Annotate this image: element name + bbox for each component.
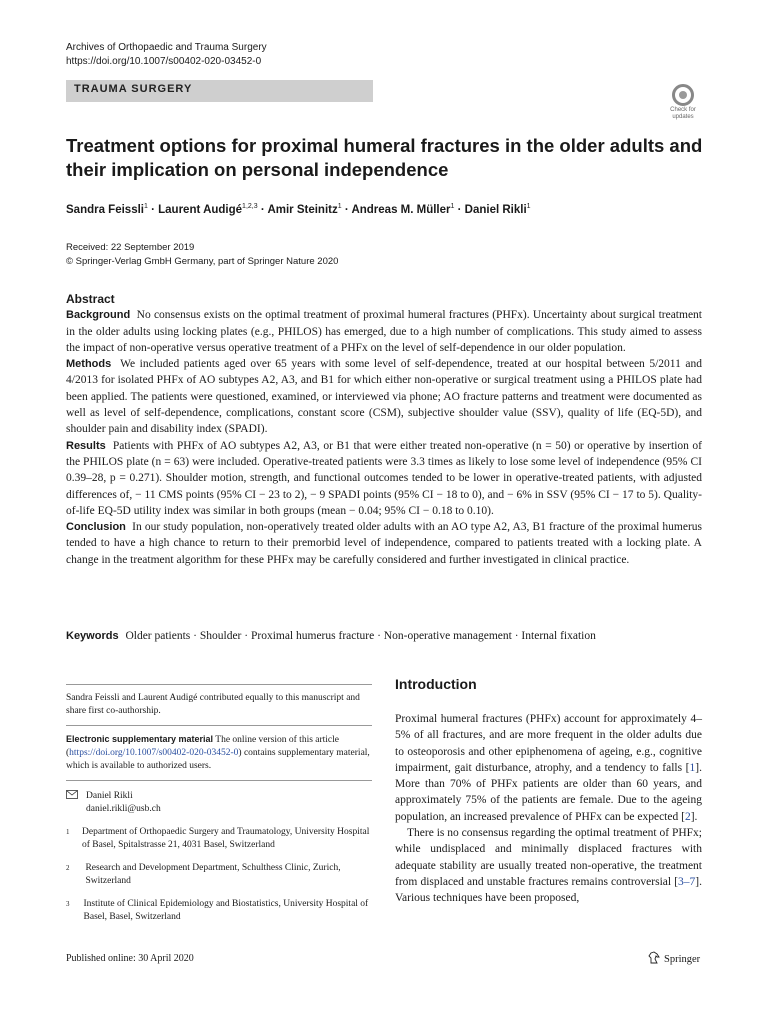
abstract-methods bbox=[66, 356, 702, 437]
abstract-text: In our study population, non-operatively treated older adults with an AO type A2, A3, B1 fracture of the proximal humerus tended to have a high chance to return to their premorbid level of independence, compared to patients treated with a locking plate. A change in the treatment algorithm for these PHFx may be carefully considered and further investigated in clinical practice. bbox=[66, 521, 702, 566]
introduction-body bbox=[395, 711, 702, 907]
abstract-label: Methods bbox=[66, 358, 112, 371]
author-name[interactable]: Amir Steinitz bbox=[267, 203, 338, 216]
author-affiliation-ref: 1 bbox=[143, 203, 148, 210]
contact-name: Daniel Rikli bbox=[86, 791, 133, 801]
abstract-heading: Abstract bbox=[66, 292, 115, 306]
contact-block bbox=[66, 780, 372, 931]
crossmark-icon bbox=[672, 84, 694, 106]
esm-link[interactable]: https://doi.org/10.1007/s00402-020-03452-0 bbox=[69, 748, 239, 758]
section-label: TRAUMA SURGERY bbox=[74, 83, 193, 95]
affiliation-number: 1 bbox=[66, 828, 70, 836]
section-band bbox=[66, 80, 373, 102]
supplementary-note: Electronic supplementary material The online version of this article (https://doi.org/10.1007/s00402-020-03452-0) contains supplementary material, which is available to authorized users. bbox=[66, 725, 372, 780]
journal-name: Archives of Orthopaedic and Trauma Surgery bbox=[66, 42, 267, 53]
citation-link[interactable]: 3–7 bbox=[678, 875, 696, 888]
author-separator: · bbox=[260, 203, 268, 216]
check-for-updates-badge[interactable] bbox=[664, 84, 702, 126]
author-name[interactable]: Daniel Rikli bbox=[464, 203, 527, 216]
abstract-label: Conclusion bbox=[66, 521, 126, 534]
doi-link[interactable]: https://doi.org/10.1007/s00402-020-03452-0 bbox=[66, 56, 262, 67]
abstract-label: Results bbox=[66, 439, 106, 452]
abstract-results bbox=[66, 438, 702, 519]
publisher-name: Springer bbox=[664, 953, 701, 965]
abstract-text: We included patients aged over 65 years with some level of self-dependence, treated at our hospital between 5/2011 and 4/2013 for isolated PHFx of AO subtypes A2, A3, and B1 for which either non-operative or surgical treatment using a PHILOS plate had been applied. The patients were questioned, examined, or interviewed via phone; AO fracture patterns and treatment were documented as well as level of self-dependence, complications, constant score (CSM), subjective shoulder value (SSV), quality of life (EQ-5D), and shoulder pain and disability index (SPADI). bbox=[66, 358, 702, 436]
abstract-label: Background bbox=[66, 309, 131, 322]
affiliation-text: Institute of Clinical Epidemiology and Biostatistics, University Hospital of Basel, Basel, Switzerland bbox=[83, 899, 369, 922]
abstract-conclusion bbox=[66, 519, 702, 568]
published-date: Published online: 30 April 2020 bbox=[66, 953, 194, 964]
affiliation-text: Department of Orthopaedic Surgery and Traumatology, University Hospital of Basel, Spitalstrasse 21, 4031 Basel, Switzerland bbox=[82, 827, 370, 850]
esm-label: Electronic supplementary material bbox=[66, 734, 214, 744]
abstract-background bbox=[66, 307, 702, 356]
keywords-label: Keywords bbox=[66, 630, 119, 642]
keywords bbox=[66, 630, 702, 642]
contact-email[interactable]: daniel.rikli@usb.ch bbox=[86, 804, 161, 814]
author-separator: · bbox=[344, 203, 352, 216]
abstract bbox=[66, 291, 702, 568]
author-affiliation-ref: 1 bbox=[337, 203, 342, 210]
intro-paragraph: There is no consensus regarding the optimal treatment of PHFx; while undisplaced and minimally displaced fractures with adequate stability are usually treated non-operative, the treatment from displaced and unstable fractures remains controversial [3–7]. Various techniques have been proposed, bbox=[395, 827, 702, 905]
abstract-text: No consensus exists on the optimal treatment of proximal humeral fractures (PHFx). Uncertainty about surgical treatment in the older adults using locking plates (e.g., PHILOS) has emerged, due to a high number of complications. This study aimed to assess the impact of non-operative versus operative treatment of a PHFx on the level of self-dependence in our older population. bbox=[66, 309, 702, 354]
author-affiliation-ref: 1,2,3 bbox=[242, 203, 258, 210]
keywords-list: Older patients · Shoulder · Proximal humerus fracture · Non-operative management · Internal fixation bbox=[125, 630, 596, 642]
author-separator: · bbox=[457, 203, 465, 216]
citation-link[interactable]: 2 bbox=[684, 810, 691, 823]
springer-horse-icon bbox=[648, 951, 660, 967]
equal-contribution-note: Sandra Feissli and Laurent Audigé contributed equally to this manuscript and share first co-authorship. bbox=[66, 684, 372, 725]
introduction-heading: Introduction bbox=[395, 676, 477, 692]
envelope-icon bbox=[66, 790, 78, 816]
journal-header bbox=[66, 41, 267, 69]
intro-paragraph: Proximal humeral fractures (PHFx) account for approximately 4–5% of all fractures, and are more frequent in the older adults due to osteoporosis and other epiphenomena of ageing, e.g., cognitive impairment, gait disturbance, atrophy, and a tendency to falls [1]. More than 70% of PHFx patients are older than 60 years, and approximately 75% of the patients are female. Due to the ageing population, an increased prevalence of PHFx can be expected [2]. bbox=[395, 713, 702, 823]
affiliation-number: 2 bbox=[66, 864, 70, 872]
author-affiliation-ref: 1 bbox=[526, 203, 531, 210]
author-name[interactable]: Sandra Feissli bbox=[66, 203, 144, 216]
article-title: Treatment options for proximal humeral fractures in the older adults and their implication on personal independence bbox=[66, 135, 703, 180]
badge-text: Check for updates bbox=[670, 107, 696, 120]
author-list bbox=[66, 203, 531, 216]
author-separator: · bbox=[151, 203, 159, 216]
affiliation-text: Research and Development Department, Schulthess Clinic, Zurich, Switzerland bbox=[85, 863, 341, 886]
affiliation-item bbox=[66, 862, 372, 888]
copyright-line: © Springer-Verlag GmbH Germany, part of Springer Nature 2020 bbox=[66, 256, 339, 267]
footnotes bbox=[66, 684, 372, 931]
publisher-logo bbox=[648, 951, 700, 967]
citation-link[interactable]: 1 bbox=[689, 761, 696, 774]
affiliation-number: 3 bbox=[66, 900, 70, 908]
author-name[interactable]: Laurent Audigé bbox=[158, 203, 243, 216]
author-affiliation-ref: 1 bbox=[450, 203, 455, 210]
affiliation-item bbox=[66, 898, 372, 924]
abstract-text: Patients with PHFx of AO subtypes A2, A3, or B1 that were either treated non-operative (n = 50) or operative by insertion of the PHILOS plate (n = 63) were included. Operative-treated patients were 3.3 times as likely to lose some level of independence (95% CI 0.39–28, p = 0.271). Shoulder motion, strength, and functional outcomes tended to be lower in operative-treated patients, with adjusted differences of, − 11 CMS points (95% CI − 23 to 2), − 9 SPADI points (95% CI − 18 to 0), and − 6% in SSV (95% CI − 17 to 5). Quality-of-life EQ-5D utility index was similar in both groups (mean − 0.04; 95% CI − 0.18 to 0.10). bbox=[66, 439, 703, 517]
author-name[interactable]: Andreas M. Müller bbox=[351, 203, 451, 216]
received-date: Received: 22 September 2019 bbox=[66, 242, 195, 253]
article-dates bbox=[66, 241, 338, 269]
affiliation-item bbox=[66, 826, 372, 852]
